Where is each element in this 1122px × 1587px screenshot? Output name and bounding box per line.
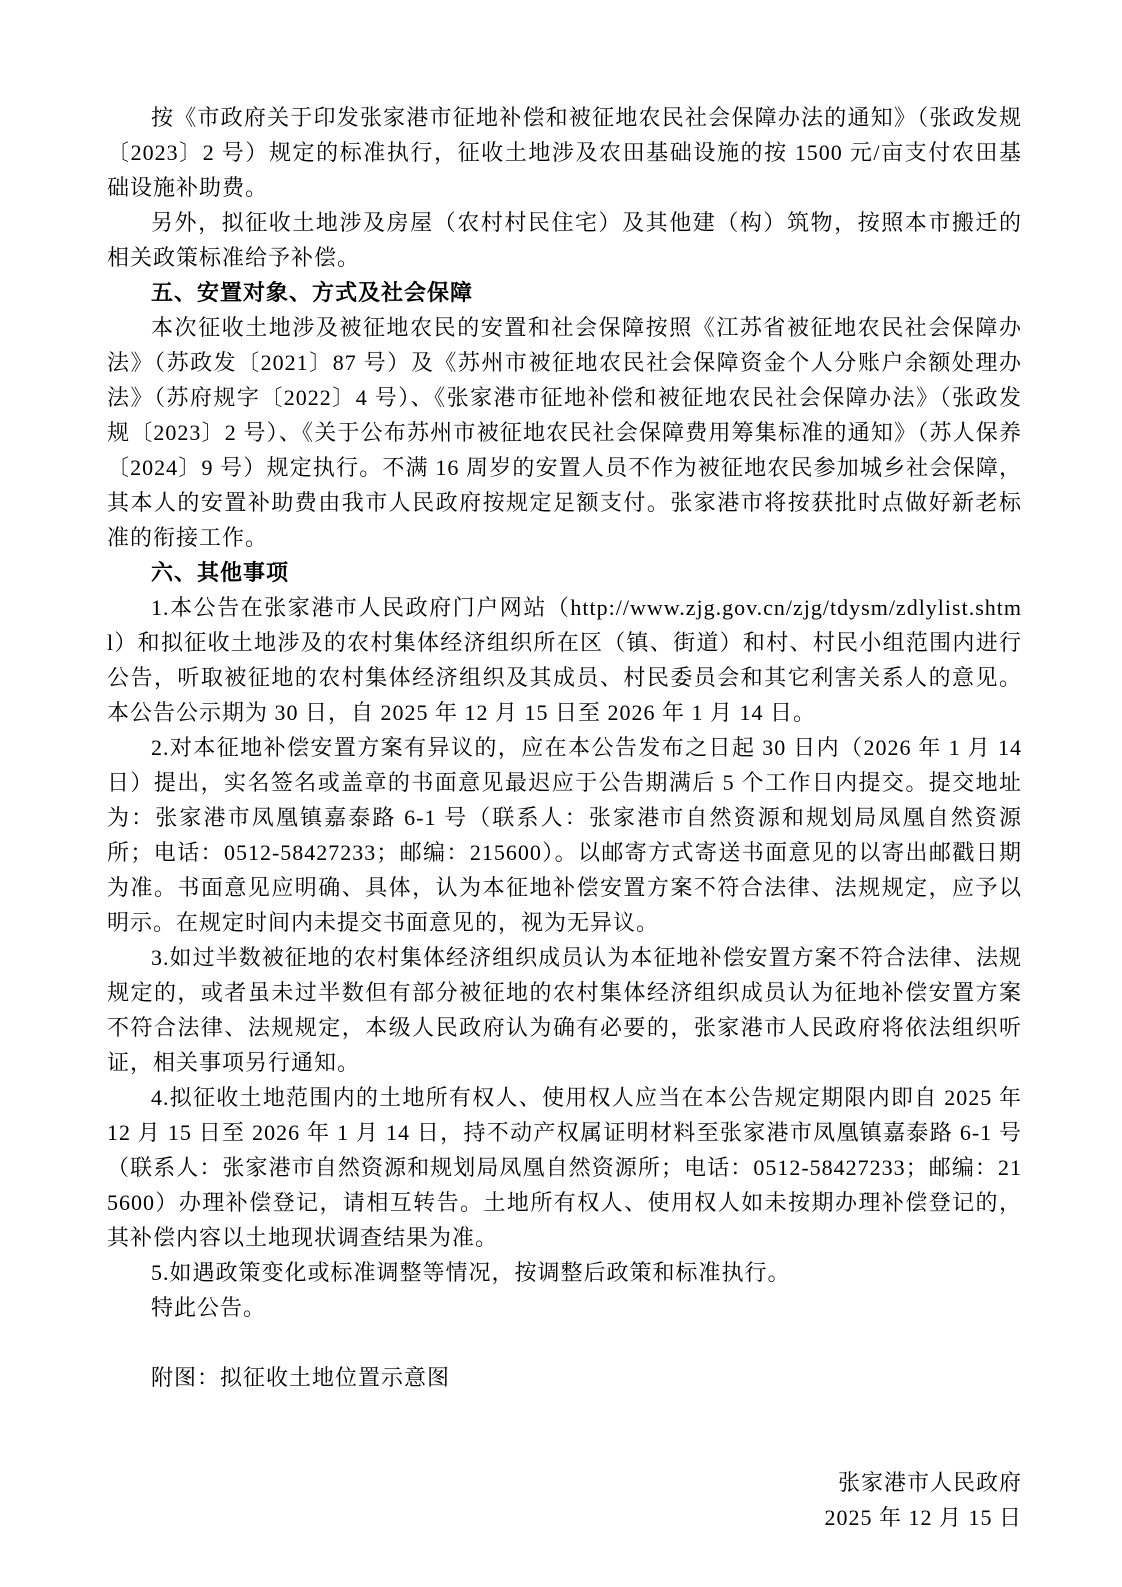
paragraph-item-5-policy-change: 5.如遇政策变化或标准调整等情况，按调整后政策和标准执行。 <box>151 1260 791 1285</box>
signature-block <box>107 1465 1022 1535</box>
attachment-note: 附图：拟征收土地位置示意图 <box>151 1365 451 1390</box>
heading-section-6-other-matters: 六、其他事项 <box>151 560 290 585</box>
signature-organization: 张家港市人民政府 <box>837 1470 1022 1495</box>
paragraph-item-3-hearing: 3.如过半数被征地的农村集体经济组织成员认为本征地补偿安置方案不符合法律、法规规定的，或者虽未过半数但有部分被征地的农村集体经济组织成员认为征地补偿安置方案不符合法律、法规规定，本级人民政府认为确有必要的，张家港市人民政府将依法组织听证，相关事项另行通知。 <box>107 945 1022 1075</box>
paragraph-hereby-announced: 特此公告。 <box>151 1295 267 1320</box>
paragraph-item-4-compensation-registration: 4.拟征收土地范围内的土地所有权人、使用权人应当在本公告规定期限内即自 2025 年 12 月 15 日至 2026 年 1 月 14 日，持不动产权属证明材料至张家港市凤凰镇嘉泰路 6-1 号（联系人：张家港市自然资源和规划局凤凰自然资源所；电话：0512-58427233；邮编：215600）办理补偿登记，请相互转告。土地所有权人、使用权人如未按期办理补偿登记的，其补偿内容以土地现状调查结果为准。 <box>107 1085 1022 1250</box>
paragraph-social-security-policies: 本次征收土地涉及被征地农民的安置和社会保障按照《江苏省被征地农民社会保障办法》（苏政发〔2021〕87 号）及《苏州市被征地农民社会保障资金个人分账户余额处理办法》（苏府规字〔2022〕4 号）、《张家港市征地补偿和被征地农民社会保障办法》（张政发规〔2023〕2 号）、《关于公布苏州市被征地农民社会保障费用筹集标准的通知》（苏人保养〔2024〕9 号）规定执行。不满 16 周岁的安置人员不作为被征地农民参加城乡社会保障，其本人的安置补助费由我市人民政府按规定足额支付。张家港市将按获批时点做好新老标准的衔接工作。 <box>107 315 1022 550</box>
paragraph-compensation-standard: 按《市政府关于印发张家港市征地补偿和被征地农民社会保障办法的通知》（张政发规〔2023〕2 号）规定的标准执行，征收土地涉及农田基础设施的按 1500 元/亩支付农田基础设施补助费。 <box>107 105 1022 200</box>
heading-section-5-resettlement: 五、安置对象、方式及社会保障 <box>151 280 474 305</box>
paragraph-item-1-publicity-period: 1.本公告在张家港市人民政府门户网站（http://www.zjg.gov.cn/zjg/tdysm/zdlylist.shtml）和拟征收土地涉及的农村集体经济组织所在区（镇、街道）和村、村民小组范围内进行公告，听取被征地的农村集体经济组织及其成员、村民委员会和其它利害关系人的意见。本公告公示期为 30 日，自 2025 年 12 月 15 日至 2026 年 1 月 14 日。 <box>107 595 1022 725</box>
signature-date: 2025 年 12 月 15 日 <box>824 1505 1022 1530</box>
paragraph-housing-compensation: 另外，拟征收土地涉及房屋（农村村民住宅）及其他建（构）筑物，按照本市搬迁的相关政策标准给予补偿。 <box>107 210 1022 270</box>
paragraph-item-2-objection-submission: 2.对本征地补偿安置方案有异议的，应在本公告发布之日起 30 日内（2026 年 1 月 14 日）提出，实名签名或盖章的书面意见最迟应于公告期满后 5 个工作日内提交。提交地址为：张家港市凤凰镇嘉泰路 6-1 号（联系人：张家港市自然资源和规划局凤凰自然资源所；电话：0512-58427233；邮编：215600）。以邮寄方式寄送书面意见的以寄出邮戳日期为准。书面意见应明确、具体，认为本征地补偿安置方案不符合法律、法规规定，应予以明示。在规定时间内未提交书面意见的，视为无异议。 <box>107 735 1022 935</box>
